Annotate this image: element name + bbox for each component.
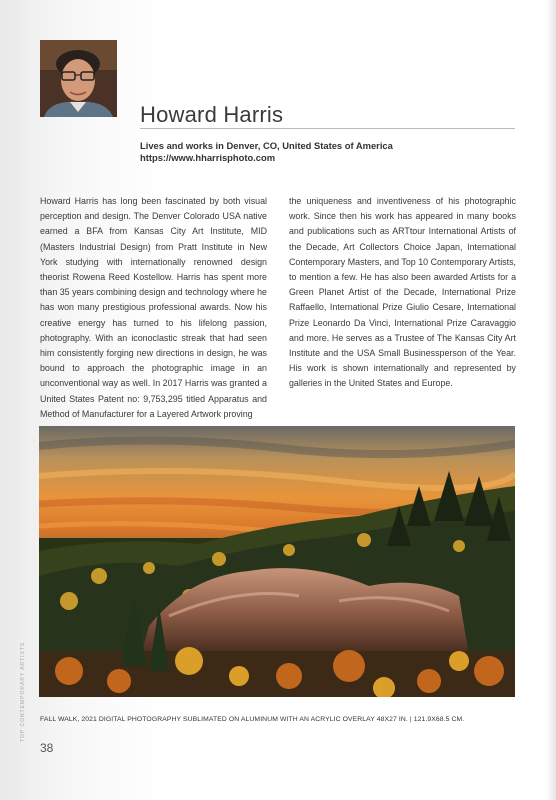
artwork-image (39, 426, 515, 697)
artist-location: Lives and works in Denver, CO, United States of America (140, 140, 393, 151)
portrait-image (40, 40, 117, 117)
page-number: 38 (40, 741, 54, 755)
artwork-landscape (39, 426, 515, 697)
name-divider (140, 128, 515, 129)
bio-left-column: Howard Harris has long been fascinated by both visual perception and design. The Denver Colorado USA native earned a BFA from Kansas City Art Institute, MID (Masters Industrial Design) from Pratt Institute in New York studying with internationally renowned design theorist Rowena Reed Kostellow. Harris has spent more than 35 years combining design and technology where he has won many prestigious professional awards. Now his creative energy has turned to his lifelong passion, photography. With an iconoclastic streak that had seen him consistently forging new directions in design, he was bound to approach the photographic image in an unconventional way as well. In 2017 Harris was granted a United States Patent no: 9,753,295 titled Apparatus and Method of Manufacturer for a Layered Artwork proving (40, 196, 267, 419)
publication-side-label: TOP CONTEMPORARY ARTISTS (20, 641, 26, 742)
artwork-caption: FALL WALK, 2021 DIGITAL PHOTOGRAPHY SUBLIMATED ON ALUMINUM WITH AN ACRYLIC OVERLAY 48X27 IN. | 121.9X68.5 CM. (40, 716, 465, 723)
artist-portrait (40, 40, 117, 117)
artist-website: https://www.hharrisphoto.com (140, 152, 276, 163)
bio-right-column: the uniqueness and inventiveness of his photographic work. Since then his work has appeared in many books and publications such as ARTtour International Artists of the Decade, Art Collectors Choice Japan, International Contemporary Masters, and Top 10 Contemporary Artists, to mention a few. He has also been awarded Artists for a Green Planet Artist of the Decade, International Prize Raffaello, International Prize Giulio Cesare, International Prize Leonardo Da Vinci, International Prize Caravaggio and more. He serves as a Trustee of The Kansas City Art Institute and the USA Small Businessperson of the Year. His work is shown internationally and represented by galleries in the United States and Europe. (289, 196, 516, 389)
page-edge-shadow (546, 0, 556, 800)
artist-name: Howard Harris (140, 102, 284, 127)
